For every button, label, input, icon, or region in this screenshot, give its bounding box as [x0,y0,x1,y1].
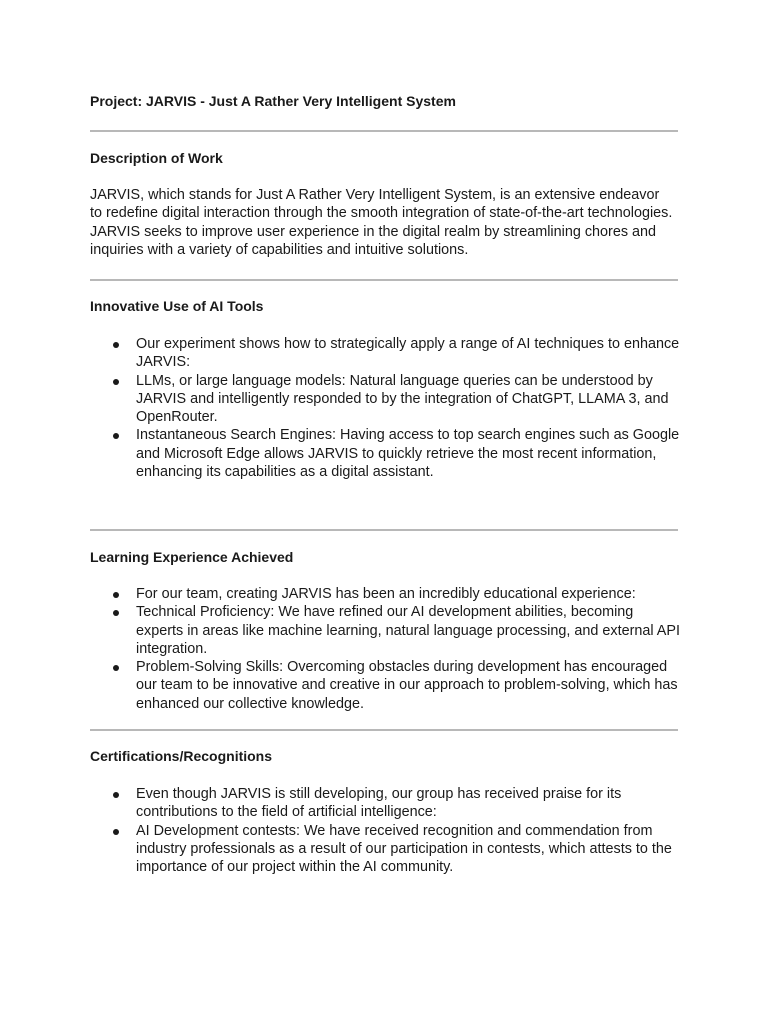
list-item [90,785,680,822]
bullet-icon [113,342,119,348]
list-item-text: Even though JARVIS is still developing, our group has received praise for its contributions to the field of artificial intelligence: [136,786,622,821]
section-heading-description: Description of Work [90,150,223,166]
bullet-icon [113,433,119,439]
list-item [90,822,680,877]
certifications-list [90,785,680,876]
list-item-text: Instantaneous Search Engines: Having access to top search engines such as Google and Microsoft Edge allows JARVIS to quickly retrieve the most recent information, enhancing its capabilities as a digital assistant. [136,427,680,481]
divider [90,529,678,531]
list-item-text: For our team, creating JARVIS has been an incredibly educational experience: [136,586,636,602]
section-heading-learning: Learning Experience Achieved [90,549,294,565]
list-item [90,585,680,603]
ai-tools-list [90,335,680,481]
bullet-icon [113,592,119,598]
list-item [90,426,680,481]
bullet-icon [113,829,119,835]
divider [90,279,678,281]
bullet-icon [113,610,119,616]
bullet-icon [113,665,119,671]
list-item [90,603,680,658]
project-title: Project: JARVIS - Just A Rather Very Intelligent System [90,93,456,109]
list-item-text: AI Development contests: We have received recognition and commendation from industry professionals as a result of our participation in contests, which attests to the importance of our project within the AI community. [136,822,672,876]
list-item-text: Problem-Solving Skills: Overcoming obstacles during development has encouraged our team to be innovative and creative in our approach to problem-solving, which has enhanced our collective knowledge. [136,659,678,712]
list-item [90,658,680,713]
list-item-text: LLMs, or large language models: Natural language queries can be understood by JARVIS and intelligently responded to by the integration of ChatGPT, LLAMA 3, and OpenRouter. [136,372,669,426]
list-item-text: Technical Proficiency: We have refined our AI development abilities, becoming experts in areas like machine learning, natural language processing, and external API integration. [136,604,680,657]
list-item [90,335,680,372]
section-heading-ai-tools: Innovative Use of AI Tools [90,298,264,314]
divider [90,729,678,731]
list-item-text: Our experiment shows how to strategically apply a range of AI techniques to enhance JARVIS: [136,336,680,371]
bullet-icon [113,792,119,798]
section-heading-certifications: Certifications/Recognitions [90,748,273,764]
description-paragraph: JARVIS, which stands for Just A Rather Very Intelligent System, is an extensive endeavor to redefine digital interaction through the smooth integration of state-of-the-art technologies. JARVIS seeks to improve user experience in the digital realm by streamlining chores and inquiries with a variety of capabilities and intuitive solutions. [90,187,673,258]
divider [90,130,678,132]
list-item [90,372,680,427]
learning-list [90,585,680,713]
bullet-icon [113,379,119,385]
